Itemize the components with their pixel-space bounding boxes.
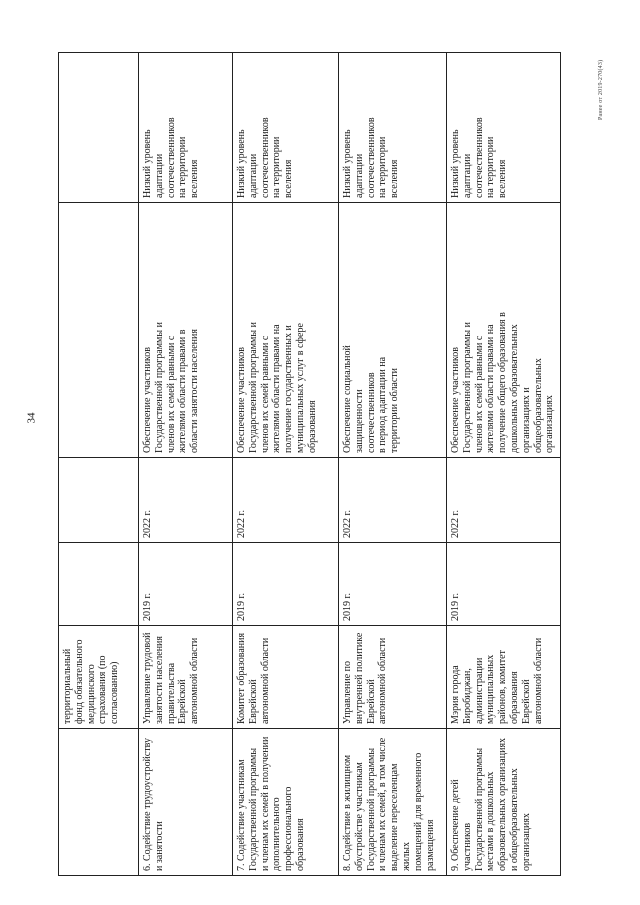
start-cell — [59, 543, 139, 626]
executor-cell: территориальный фонд обязательного медицинского страхования (по согласованию) — [59, 626, 139, 729]
page-number: 34 — [25, 412, 38, 424]
end-cell: 2022 г. — [139, 458, 233, 543]
task-cell: 6. Содействие трудоустройству и занятости — [139, 729, 233, 876]
table-row — [339, 53, 447, 876]
consequence-cell: Низкий уровень адаптации соотечественников на территории вселения — [447, 53, 561, 203]
task-cell — [59, 729, 139, 876]
end-cell — [59, 458, 139, 543]
start-cell: 2019 г. — [339, 543, 447, 626]
registration-stamp: Ранее от 2019-270(43) — [598, 60, 604, 121]
result-cell: Обеспечение участников Государственной программы и членов их семей равными с жителями области правами в области занятости населения — [139, 203, 233, 458]
end-cell: 2022 г. — [339, 458, 447, 543]
start-cell: 2019 г. — [447, 543, 561, 626]
consequence-cell: Низкий уровень адаптации соотечественников на территории вселения — [233, 53, 339, 203]
result-cell — [59, 203, 139, 458]
executor-cell: Комитет образования Еврейской автономной области — [233, 626, 339, 729]
result-cell: Обеспечение социальной защищенности соотечественников в период адаптации на территории области — [339, 203, 447, 458]
executor-cell: Мэрия города Биробиджан, администрации муниципальных районов, комитет образования Еврейской автономной области — [447, 626, 561, 729]
start-cell: 2019 г. — [139, 543, 233, 626]
consequence-cell: Низкий уровень адаптации соотечественников на территории вселения — [339, 53, 447, 203]
executor-cell: Управление трудовой занятости населения правительства Еврейской автономной области — [139, 626, 233, 729]
table-row — [447, 53, 561, 876]
consequence-cell — [59, 53, 139, 203]
measures-table — [58, 52, 561, 876]
rotated-table-container — [58, 53, 560, 876]
consequence-cell: Низкий уровень адаптации соотечественников на территории вселения — [139, 53, 233, 203]
table-row — [59, 53, 139, 876]
result-cell: Обеспечение участников Государственной программы и членов их семей равными с жителями области правами на получение государственных и муниципальных услуг в сфере образования — [233, 203, 339, 458]
end-cell: 2022 г. — [447, 458, 561, 543]
table-row — [233, 53, 339, 876]
task-cell: 7. Содействие участникам Государственной программы и членам их семей в получении дополнительного профессионального образования — [233, 729, 339, 876]
table-row — [139, 53, 233, 876]
task-cell: 9. Обеспечение детей участников Государственной программы местами в дошкольных образовательных организациях и общеобразовательных организациях — [447, 729, 561, 876]
executor-cell: Управление по внутренней политике Еврейской автономной области — [339, 626, 447, 729]
task-cell: 8. Содействие в жилищном обустройстве участникам Государственной программы и членам их семей, в том числе выделение переселенцам жилых помещений для временного размещения — [339, 729, 447, 876]
end-cell: 2022 г. — [233, 458, 339, 543]
start-cell: 2019 г. — [233, 543, 339, 626]
result-cell: Обеспечение участников Государственной программы и членов их семей равными с жителями области правами на получение общего образования в дошкольных образовательных организациях и общеобразовательных организациях — [447, 203, 561, 458]
